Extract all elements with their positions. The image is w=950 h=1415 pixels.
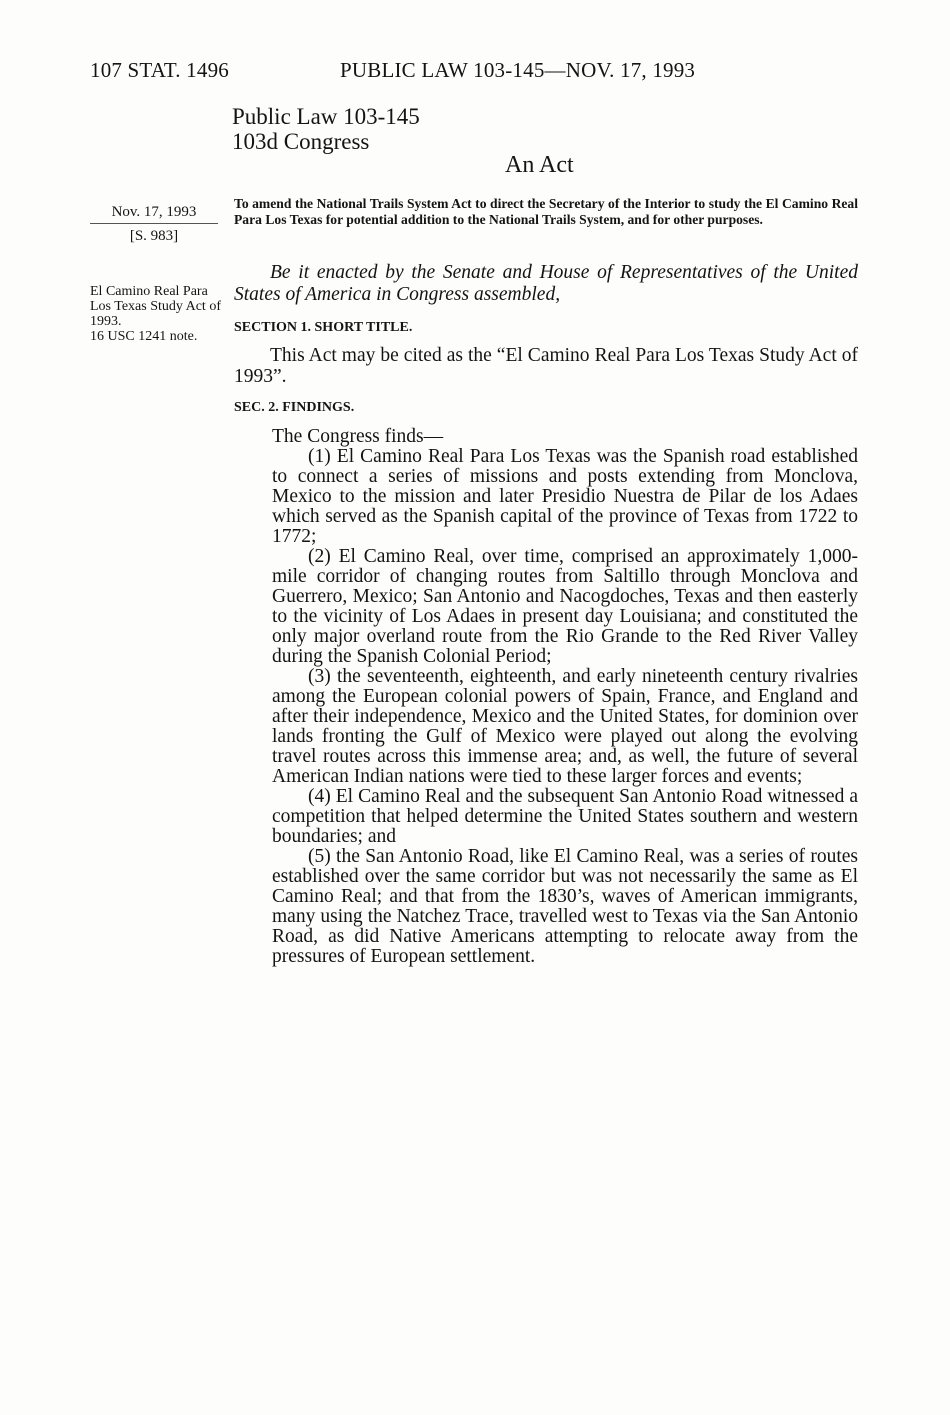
purpose-statement: To amend the National Trails System Act to direct the Secretary of the Interior to study the El Camino Real Para Los Texas for potential addition to the National Trails System, and for other purposes. bbox=[234, 196, 858, 227]
finding-item: (2) El Camino Real, over time, comprised an approximately 1,000-mile corridor of changing routes from Saltillo through Monclova and Guerrero, Mexico; San Antonio and Nacogdoches, Texas and then easterly to the vicinity of Los Adaes in present day Louisiana; and constituted the only major overland route from the Rio Grande to the Red River Valley during the Spanish Colonial Period; bbox=[272, 546, 858, 667]
findings-intro: The Congress finds— bbox=[272, 426, 444, 447]
page-stat-citation: 107 STAT. 1496 bbox=[90, 58, 229, 82]
margin-short-title-note: El Camino Real Para Los Texas Study Act of 1993. bbox=[90, 284, 221, 329]
running-header: PUBLIC LAW 103-145—NOV. 17, 1993 bbox=[340, 58, 696, 82]
congress-session: 103d Congress bbox=[232, 129, 370, 154]
section-1-heading: SECTION 1. SHORT TITLE. bbox=[234, 320, 413, 335]
section-1-text: This Act may be cited as the “El Camino Real Para Los Texas Study Act of 1993”. bbox=[234, 345, 858, 387]
finding-item: (3) the seventeenth, eighteenth, and early nineteenth century rivalries among the European colonial powers of Spain, France, and England and after their independence, Mexico and the United States, for dominion over lands fronting the Gulf of Mexico were played out along the evolving travel routes across this immense area; and, as well, the future of several American Indian nations were tied to these larger forces and events; bbox=[272, 666, 858, 787]
finding-item: (5) the San Antonio Road, like El Camino Real, was a series of routes established over the same corridor but was not necessarily the same as El Camino Real; and that from the 1830’s, waves of American immigrants, many using the Natchez Trace, travelled west to Texas via the San Antonio Road, as did Native Americans attempting to relocate away from the pressures of European settlement. bbox=[272, 846, 858, 967]
an-act-heading: An Act bbox=[505, 152, 574, 178]
section-2-heading: SEC. 2. FINDINGS. bbox=[234, 400, 355, 415]
margin-usc-note: 16 USC 1241 note. bbox=[90, 329, 198, 344]
law-title-block bbox=[232, 104, 420, 154]
public-law-number: Public Law 103-145 bbox=[232, 104, 420, 129]
finding-item: (4) El Camino Real and the subsequent San Antonio Road witnessed a competition that helped determine the United States southern and western boundaries; and bbox=[272, 786, 858, 847]
margin-notes bbox=[90, 284, 222, 344]
margin-date: Nov. 17, 1993 bbox=[90, 203, 218, 224]
finding-item: (1) El Camino Real Para Los Texas was the Spanish road established to connect a series of missions and posts extending from Monclova, Mexico to the mission and later Presidio Nuestra de Pilar de los Adaes which served as the Spanish capital of the province of Texas from 1722 to 1772; bbox=[272, 446, 858, 547]
enacting-clause: Be it enacted by the Senate and House of Representatives of the United States of America in Congress assembled, bbox=[234, 262, 858, 305]
findings-list bbox=[272, 427, 858, 967]
margin-bill-number: [S. 983] bbox=[129, 228, 179, 244]
margin-date-block bbox=[90, 203, 218, 245]
